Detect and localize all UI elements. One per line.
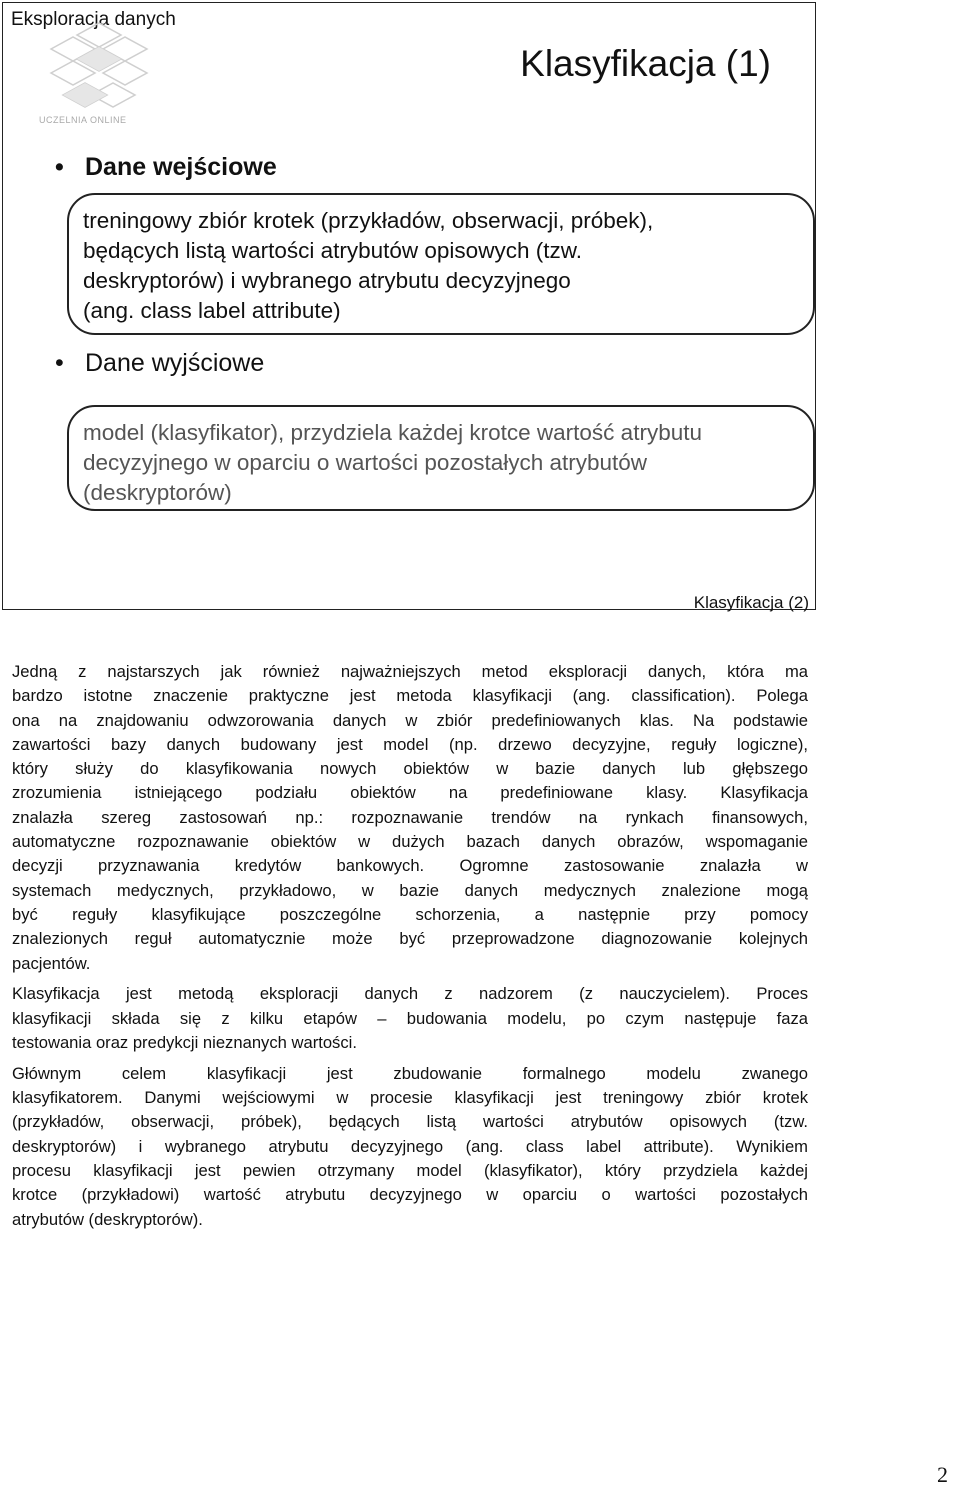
paragraph-3 <box>12 1062 808 1232</box>
text-line: Głównym celem klasyfikacji jest zbudowanie formalnego modelu zwanego <box>12 1063 808 1083</box>
input-data-box <box>67 193 815 335</box>
box-line: decyzyjnego w oparciu o wartości pozostałych atrybutów <box>83 450 648 475</box>
text-line: klasyfikatorem. Danymi wejściowymi w procesie klasyfikacji jest treningowy zbiór krotek <box>12 1088 808 1108</box>
bullet-dot: • <box>55 153 64 181</box>
text-line: zawartości bazy danych budowany jest model (np. drzewo decyzyjne, reguły logiczne), <box>12 734 808 754</box>
box-line: deskryptorów) i wybranego atrybutu decyzyjnego <box>83 268 571 293</box>
text-line: zrozumienia istniejącego podziału obiektów na predefiniowane klasy. Klasyfikacja <box>12 783 808 803</box>
paragraph-2 <box>12 982 808 1055</box>
box-line: będących listą wartości atrybutów opisowych (tzw. <box>83 238 582 263</box>
text-line: znalezionych reguł automatycznie może być przeprowadzone diagnozowanie kolejnych <box>12 929 808 949</box>
text-line: klasyfikacji składa się z kilku etapów – budowania modelu, po czym następuje faza <box>12 1008 808 1028</box>
slide-header: Eksploracja danych <box>11 9 176 30</box>
text-line: znalazła szereg zastosowań np.: rozpoznawanie trendów na rynkach finansowych, <box>12 807 808 827</box>
bullet-label: Dane wejściowe <box>85 153 277 181</box>
text-line: ona na znajdowaniu odwzorowania danych w zbiór predefiniowanych klas. Na podstawie <box>12 710 808 730</box>
text-line: bardzo istotne znaczenie praktyczne jest metoda klasyfikacji (ang. classification). Polega <box>12 686 808 706</box>
next-slide-title: Klasyfikacja (2) <box>693 593 809 612</box>
bullet-label: Dane wyjściowe <box>85 349 265 377</box>
bullet-dot: • <box>55 349 64 377</box>
text-line: automatyczne rozpoznawanie obiektów w dużych bazach danych obrazów, wspomaganie <box>12 832 808 852</box>
text-line: testowania oraz predykcji nieznanych wartości. <box>12 1032 357 1052</box>
box-line: (ang. class label attribute) <box>83 298 341 323</box>
text-line: być reguły klasyfikujące poszczególne schorzenia, a następnie przy pomocy <box>12 904 808 924</box>
slide-title: Klasyfikacja (1) <box>520 43 771 84</box>
output-data-box <box>67 405 815 511</box>
box-line: model (klasyfikator), przydziela każdej krotce wartość atrybutu <box>83 420 702 445</box>
logo-text: UCZELNIA ONLINE <box>39 115 127 125</box>
text-line: krotce (przykładowi) wartość atrybutu decyzyjnego w oparciu o wartości pozostałych <box>12 1185 808 1205</box>
text-line: decyzji przyznawania kredytów bankowych. Ogromne zastosowanie znalazła w <box>12 856 808 876</box>
page-number: 2 <box>937 1462 948 1487</box>
text-line: procesu klasyfikacji jest pewien otrzymany model (klasyfikator), który przydziela każdej <box>12 1160 808 1180</box>
text-line: (przykładów, obserwacji, próbek), będących listą wartości atrybutów opisowych (tzw. <box>12 1112 808 1132</box>
text-line: Jedną z najstarszych jak również najważniejszych metod eksploracji danych, która ma <box>12 662 808 681</box>
body-text <box>12 660 808 1238</box>
text-line: Klasyfikacja jest metodą eksploracji danych z nadzorem (z nauczycielem). Proces <box>12 984 808 1004</box>
box-line: treningowy zbiór krotek (przykładów, obserwacji, próbek), <box>83 208 654 233</box>
text-line: pacjentów. <box>12 953 91 973</box>
paragraph-1 <box>12 660 808 976</box>
box-line: (deskryptorów) <box>83 480 232 505</box>
text-line: systemach medycznych, przykładowo, w bazie danych medycznych znalezione mogą <box>12 880 808 900</box>
text-line: deskryptorów) i wybranego atrybutu decyzyjnego (ang. class label attribute). Wynikiem <box>12 1136 808 1156</box>
slide-panel <box>2 2 816 610</box>
text-line: który służy do klasyfikowania nowych obiektów w bazie danych lub głębszego <box>12 759 808 779</box>
text-line: atrybutów (deskryptorów). <box>12 1209 203 1229</box>
